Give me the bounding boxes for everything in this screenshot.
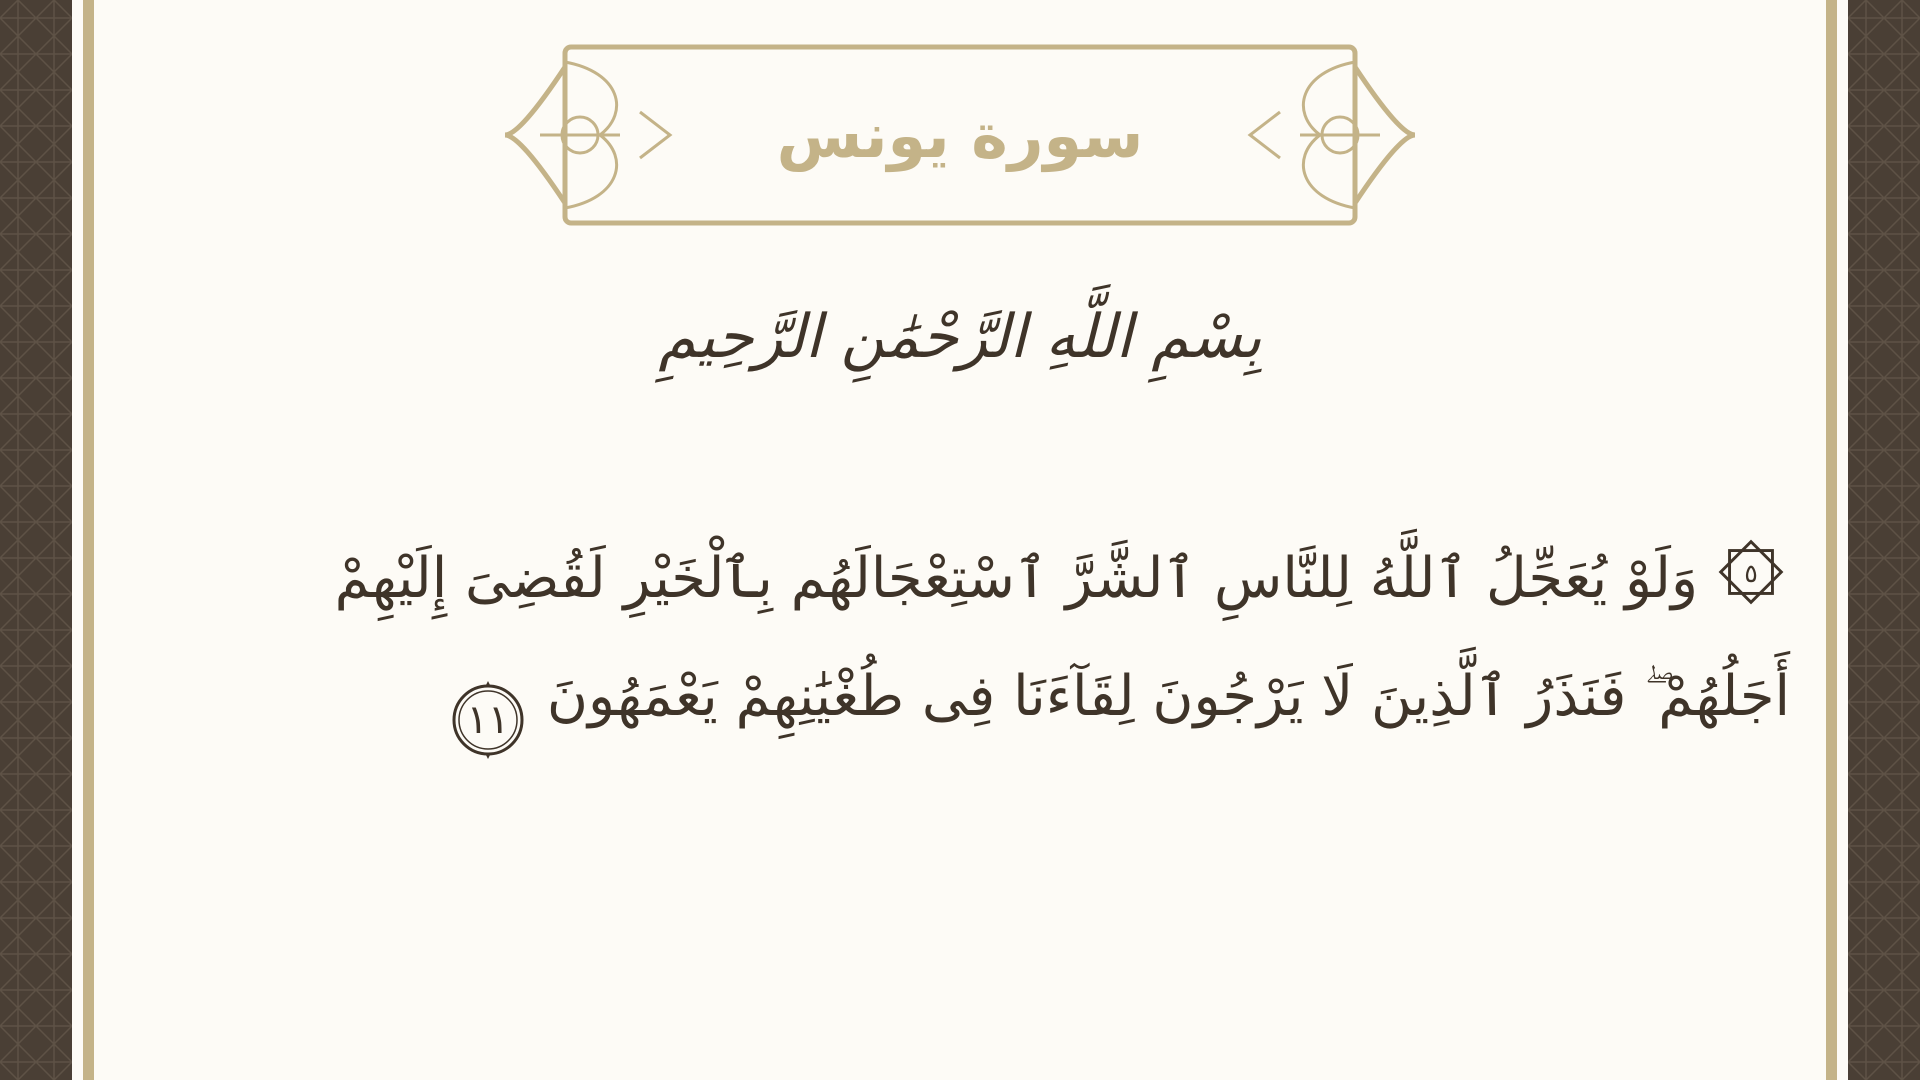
- left-gold-rule: [83, 0, 94, 1080]
- right-border-pattern: [1848, 0, 1920, 1080]
- verse-line-2: [270, 638, 1790, 756]
- rub-marker-number: ٥: [1744, 557, 1758, 588]
- rub-el-hizb-icon: [1712, 533, 1790, 611]
- ayah-number: ١١: [466, 697, 510, 743]
- right-gold-rule: [1826, 0, 1837, 1080]
- verse-text-line-2: أَجَلُهُمْ ۖ فَنَذَرُ ٱلَّذِينَ لَا يَرْجُونَ لِقَآءَنَا فِى طُغْيَٰنِهِمْ يَعْمَهُونَ: [546, 664, 1790, 729]
- ayah-number-marker: [447, 679, 529, 761]
- left-border-pattern: [0, 0, 72, 1080]
- surah-title: سورة يونس: [776, 98, 1144, 172]
- verse-text-line-1: وَلَوْ يُعَجِّلُ ٱللَّهُ لِلنَّاسِ ٱلشَّرَّ ٱسْتِعْجَالَهُم بِٱلْخَيْرِ لَقُضِىَ إِلَيْهِمْ: [334, 546, 1698, 611]
- basmala: بِسْمِ اللَّهِ الرَّحْمَٰنِ الرَّحِيمِ: [658, 302, 1262, 372]
- verse-block: [270, 520, 1790, 756]
- surah-title-frame: [500, 42, 1420, 228]
- verse-line-1: [270, 520, 1790, 638]
